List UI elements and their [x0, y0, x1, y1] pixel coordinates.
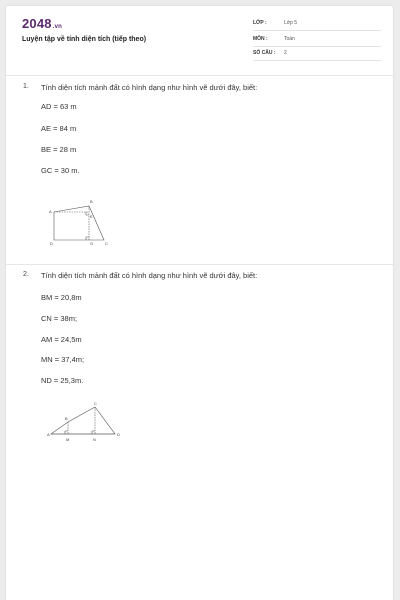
- meta-question-count-value: 2: [284, 50, 287, 56]
- question-2-condition-2: CN = 38m;: [41, 314, 78, 323]
- worksheet: [5, 5, 394, 600]
- question-1-text: Tính diện tích mảnh đất có hình dạng như hình vẽ dưới đây, biết:: [41, 83, 258, 92]
- question-1-condition-2: AE = 84 m: [41, 124, 77, 133]
- figure-1-label-c: C: [105, 241, 108, 246]
- meta-subject: [253, 33, 381, 47]
- question-1-condition-3: BE = 28 m: [41, 145, 77, 154]
- figure-1-label-a: A: [49, 209, 52, 214]
- site-logo[interactable]: 2048.vn: [22, 16, 63, 31]
- figure-1-label-b: B: [90, 199, 93, 204]
- meta-subject-value: Toán: [284, 36, 295, 42]
- question-2-condition-4: MN = 37,4m;: [41, 355, 85, 364]
- question-1-number: 1.: [23, 83, 29, 90]
- figure-1-label-e: E: [90, 214, 93, 219]
- meta-subject-label: MÔN :: [253, 36, 268, 42]
- figure-1-label-g: G: [90, 241, 94, 246]
- question-2-condition-5: ND = 25,3m.: [41, 376, 84, 385]
- figure-2-label-d: D: [117, 432, 120, 437]
- figure-2-label-a: A: [47, 432, 50, 437]
- question-1-condition-1: AD = 63 m: [41, 102, 77, 111]
- question-2-text: Tính diện tích mảnh đất có hình dạng như hình vẽ dưới đây, biết:: [41, 271, 258, 280]
- figure-2-label-n: N: [93, 437, 96, 442]
- question-1-figure: [46, 192, 126, 252]
- meta-class-value: Lớp 5: [284, 20, 298, 26]
- question-2-condition-1: BM = 20,8m: [41, 293, 82, 302]
- worksheet-header: [6, 6, 393, 76]
- figure-1-right-angle-g: [86, 237, 89, 240]
- figure-2-right-angle-m: [65, 431, 68, 434]
- figure-2-outline: [51, 407, 115, 434]
- question-2-figure: [42, 397, 132, 447]
- meta-question-count-label: SỐ CÂU :: [253, 50, 276, 56]
- meta-class: [253, 17, 381, 31]
- meta-class-label: LỚP :: [253, 20, 267, 26]
- question-1-condition-4: GC = 30 m.: [41, 166, 80, 175]
- figure-2-label-c: C: [94, 401, 97, 406]
- question-2-number: 2.: [23, 271, 29, 278]
- figure-1-outline: [54, 206, 104, 240]
- figure-2-label-m: M: [66, 437, 70, 442]
- question-2-condition-3: AM = 24,5m: [41, 335, 82, 344]
- figure-2-right-angle-n: [92, 431, 95, 434]
- question-divider: [6, 264, 393, 265]
- lesson-title: Luyện tập về tính diện tích (tiếp theo): [22, 36, 147, 43]
- meta-question-count: [253, 47, 381, 61]
- figure-1-label-d: D: [50, 241, 53, 246]
- figure-1-right-angle-e: [86, 212, 89, 215]
- figure-2-label-b: B: [65, 416, 68, 421]
